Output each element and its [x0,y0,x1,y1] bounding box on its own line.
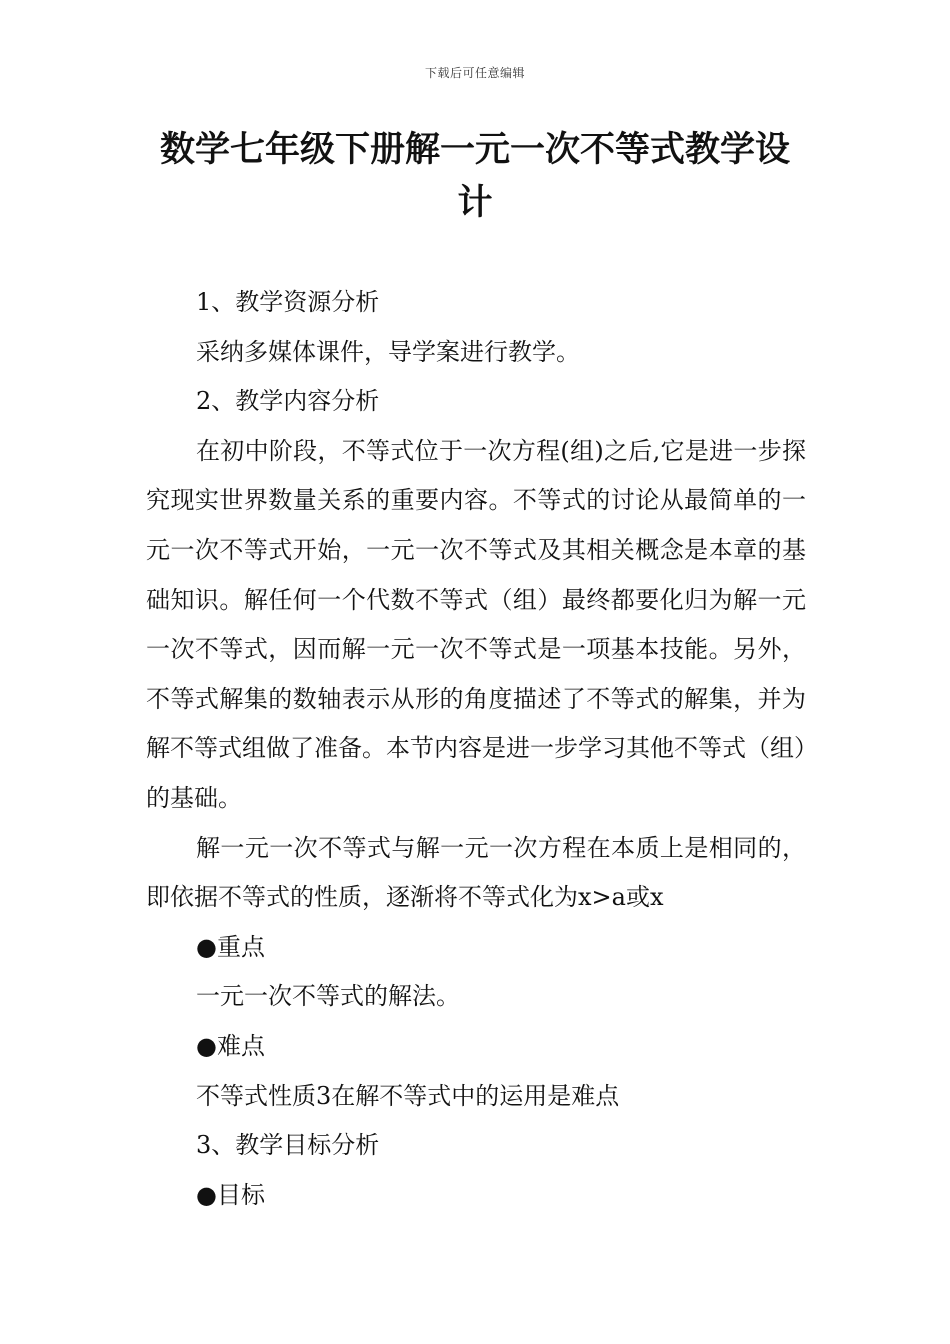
section-heading-objectives: 3、教学目标分析 [196,1131,380,1160]
bullet-objective: ●目标 [196,1180,265,1209]
paragraph-content-analysis: 在初中阶段，不等式位于一次方程(组)之后,它是进一步探究现实世界数量关系的重要内容。不等式的讨论从最简单的一元一次不等式开始，一元一次不等式及其相关概念是本章的基础知识。解任何一个代数不等式（组）最终都要化归为解一元一次不等式，因而解一元一次不等式是一项基本技能。另外，不等式解集的数轴表示从形的角度描述了不等式的解集，并为解不等式组做了准备。本节内容是进一步学习其他不等式（组）的基础。 [146,436,806,812]
paragraph-difficult-point: 不等式性质3在解不等式中的运用是难点 [196,1081,620,1110]
bullet-key-point: ●重点 [196,932,265,961]
paragraph-resources: 采纳多媒体课件，导学案进行教学。 [196,337,580,366]
bullet-difficult-point: ●难点 [196,1031,265,1060]
paragraph-solving-method: 解一元一次不等式与解一元一次方程在本质上是相同的，即依据不等式的性质，逐渐将不等式化为x>a或x [146,833,806,912]
document-body [146,278,806,1220]
document-title: 数学七年级下册解一元一次不等式教学设计 [159,130,790,223]
paragraph-key-point: 一元一次不等式的解法。 [196,982,460,1011]
header-note: 下载后可任意编辑 [424,66,525,80]
section-heading-content: 2、教学内容分析 [196,387,380,416]
section-heading-resources: 1、教学资源分析 [196,288,380,316]
